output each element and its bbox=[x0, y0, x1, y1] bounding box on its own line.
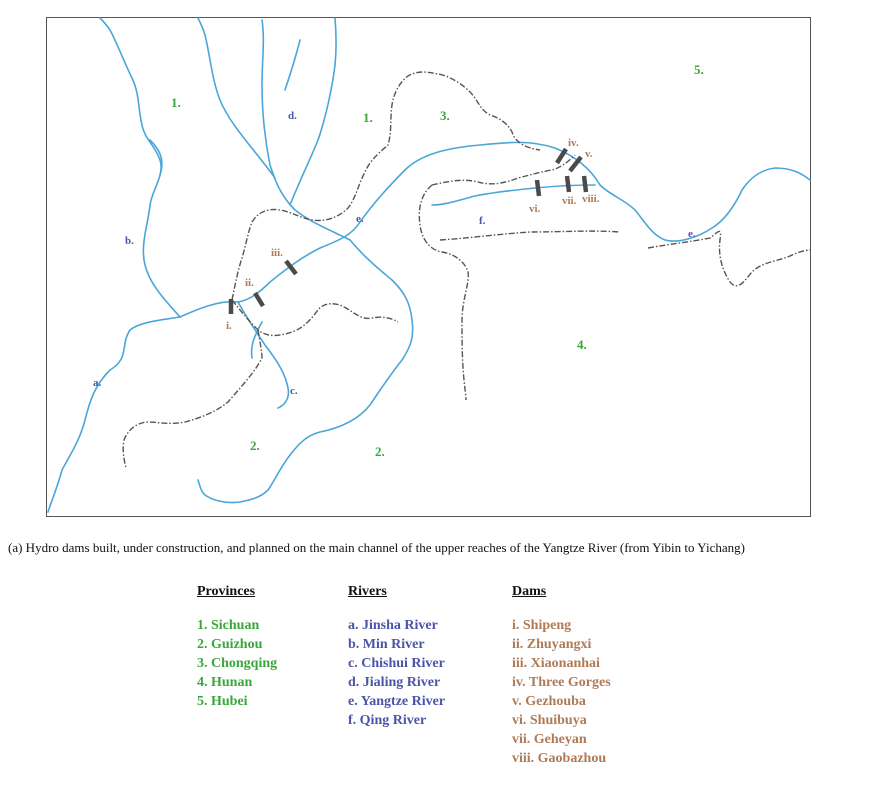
river-label: e. bbox=[356, 213, 364, 225]
river-label: e. bbox=[688, 228, 696, 240]
borders-layer bbox=[123, 72, 810, 468]
legend-dam-item: viii. Gaobazhou bbox=[512, 751, 607, 766]
legend-provinces bbox=[197, 584, 277, 711]
legend-river-item: f. Qing River bbox=[348, 713, 427, 728]
province-label: 2. bbox=[375, 444, 385, 459]
jinsha-river-line bbox=[48, 317, 180, 512]
province-border-east bbox=[648, 231, 810, 285]
dam-labels bbox=[226, 137, 600, 332]
legend-rivers bbox=[348, 584, 445, 730]
legend-river-item: b. Min River bbox=[348, 637, 425, 652]
legend-dam-item: v. Gezhouba bbox=[512, 694, 586, 709]
dam-label: iii. bbox=[271, 247, 283, 259]
legend-river-item: c. Chishui River bbox=[348, 656, 445, 671]
legend-river-item: e. Yangtze River bbox=[348, 694, 446, 709]
dam-marker-shuibuya bbox=[537, 180, 539, 196]
river-label: d. bbox=[288, 110, 297, 122]
dam-marker-zhuyangxi bbox=[255, 293, 263, 306]
min-river-line bbox=[100, 18, 180, 317]
river-label: f. bbox=[479, 215, 486, 227]
legend-river-item: a. Jinsha River bbox=[348, 618, 438, 633]
legend-provinces-title: Provinces bbox=[197, 584, 256, 599]
legend-dam-item: vii. Geheyan bbox=[512, 732, 587, 747]
legend-province-item: 4. Hunan bbox=[197, 675, 253, 690]
province-border-guizhou-west bbox=[123, 330, 262, 468]
province-labels bbox=[171, 62, 704, 459]
jialing-river-line bbox=[262, 20, 350, 240]
jialing-river-sub bbox=[285, 40, 300, 90]
dam-label: vi. bbox=[529, 203, 541, 215]
dam-marker-gaobazhou bbox=[584, 176, 586, 192]
province-label: 1. bbox=[363, 110, 373, 125]
yangtze-river-line bbox=[180, 142, 810, 317]
legend-rivers-title: Rivers bbox=[348, 584, 387, 599]
legend-dam-item: vi. Shuibuya bbox=[512, 713, 587, 728]
rivers-layer bbox=[48, 18, 810, 512]
province-border-chongqing-hunan bbox=[419, 185, 468, 400]
legend-dams-title: Dams bbox=[512, 584, 547, 599]
legend-province-item: 1. Sichuan bbox=[197, 618, 260, 633]
legend-dam-item: iv. Three Gorges bbox=[512, 675, 611, 690]
legend-province-item: 5. Hubei bbox=[197, 694, 248, 709]
province-label: 4. bbox=[577, 337, 587, 352]
river-label: b. bbox=[125, 235, 134, 247]
legend-dam-item: i. Shipeng bbox=[512, 618, 572, 633]
legend-dams bbox=[512, 584, 611, 768]
river-label: c. bbox=[290, 385, 298, 397]
province-border-hubei-hunan bbox=[432, 155, 575, 185]
legend-river-item: d. Jialing River bbox=[348, 675, 441, 690]
legend-province-item: 2. Guizhou bbox=[197, 637, 263, 652]
river-labels bbox=[93, 110, 696, 397]
dam-marker-geheyan bbox=[567, 176, 569, 192]
map-caption: (a) Hydro dams built, under construction, and planned on the main channel of the upper reaches of the Yangtze River (from Yibin to Yichang) bbox=[8, 540, 745, 555]
jialing-river-east bbox=[290, 18, 336, 205]
dam-label: v. bbox=[585, 148, 593, 160]
province-label: 2. bbox=[250, 438, 260, 453]
province-label: 3. bbox=[440, 108, 450, 123]
province-border-hubei-south bbox=[440, 231, 620, 240]
legend-province-item: 3. Chongqing bbox=[197, 656, 278, 671]
province-label: 5. bbox=[694, 62, 704, 77]
province-label: 1. bbox=[171, 95, 181, 110]
chishui-river-line bbox=[238, 302, 288, 408]
river-label: a. bbox=[93, 377, 102, 389]
dam-label: i. bbox=[226, 320, 232, 332]
legend-dam-item: ii. Zhuyangxi bbox=[512, 637, 592, 652]
dam-label: iv. bbox=[568, 137, 579, 149]
wu-river-line bbox=[198, 240, 413, 503]
dam-label: viii. bbox=[582, 193, 600, 205]
province-border-sichuan-guizhou bbox=[232, 300, 398, 336]
dam-label: ii. bbox=[245, 277, 254, 289]
legend-dam-item: iii. Xiaonanhai bbox=[512, 656, 600, 671]
dam-label: vii. bbox=[562, 195, 577, 207]
